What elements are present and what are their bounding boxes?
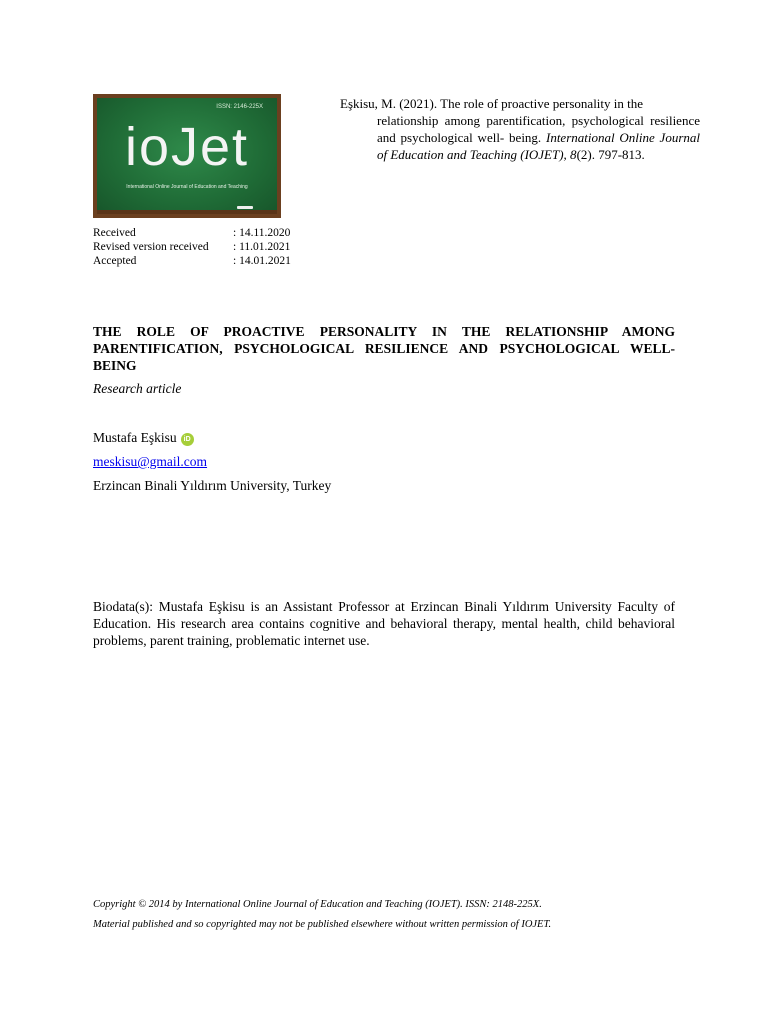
date-row (93, 226, 291, 240)
author-email-link[interactable]: meskisu@gmail.com (93, 454, 208, 469)
orcid-icon[interactable]: iD (181, 433, 194, 446)
date-row (93, 240, 291, 254)
date-label: Received (93, 227, 136, 239)
logo-issn: ISSN: 2146-225X (216, 104, 263, 110)
citation-rest (340, 112, 700, 163)
date-value: : 11.01.2021 (233, 241, 291, 253)
citation-issue: (2). 797-813. (576, 147, 645, 162)
date-value: : 14.11.2020 (233, 227, 291, 239)
article-type: Research article (93, 381, 182, 396)
biodata: Biodata(s): Mustafa Eşkisu is an Assistant Professor at Erzincan Binali Yıldırım University Faculty of Education. His research area contains cognitive and behavioral therapy, mental health, child behavioral problems, parent training, problematic internet use. (93, 599, 675, 648)
copyright-notice: Copyright © 2014 by International Online Journal of Education and Teaching (IOJET). ISSN: 2148-225X. (93, 899, 542, 910)
citation-journal: International Online Journal of Education and Teaching (IOJET), 8 (377, 130, 700, 162)
author-line (93, 430, 194, 446)
permission-notice: Material published and so copyrighted may not be published elsewhere without written permission of IOJET. (93, 919, 552, 930)
citation-plain: relationship among parentification, psychological resilience and psychological well- being. (377, 113, 700, 145)
logo-subtitle: International Online Journal of Education and Teaching (126, 184, 248, 190)
board-ledge (97, 210, 277, 214)
author-affiliation: Erzincan Binali Yıldırım University, Turkey (93, 478, 332, 493)
date-label: Accepted (93, 255, 137, 267)
date-row (93, 254, 291, 268)
journal-logo (93, 94, 281, 218)
author-name: Mustafa Eşkisu (93, 430, 177, 445)
paper-title: THE ROLE OF PROACTIVE PERSONALITY IN THE RELATIONSHIP AMONG PARENTIFICATION, PSYCHOLOGICAL RESILIENCE AND PSYCHOLOGICAL WELL-BEING (93, 324, 675, 373)
citation-first-line: Eşkisu, M. (2021). The role of proactive personality in the (340, 96, 644, 111)
submission-dates (93, 226, 291, 268)
chalk-icon (237, 206, 253, 209)
logo-wordmark: ioJet (124, 117, 250, 177)
footer (93, 895, 693, 935)
date-label: Revised version received (93, 241, 209, 253)
date-value: : 14.01.2021 (233, 255, 291, 267)
citation (340, 95, 700, 163)
